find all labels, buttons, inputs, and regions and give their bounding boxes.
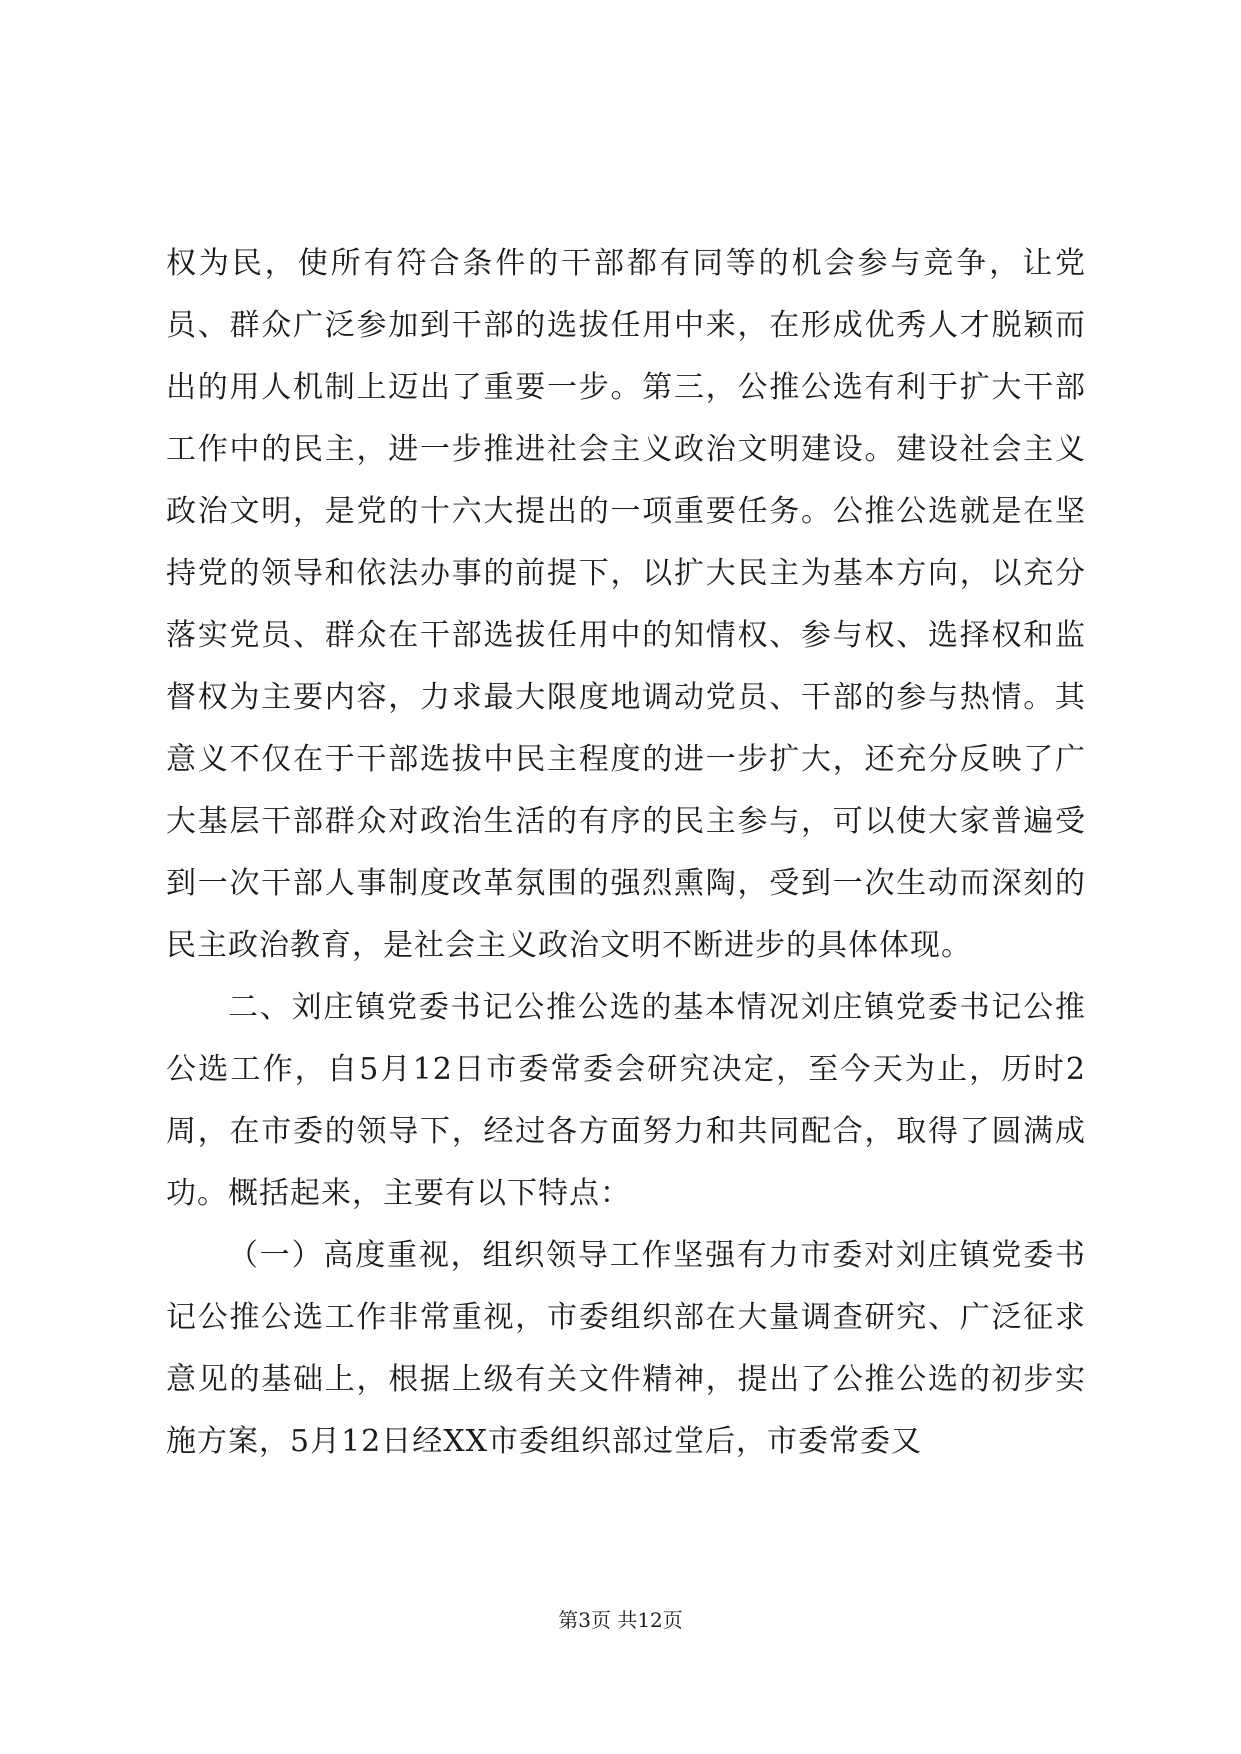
paragraph-section-two: 二、刘庄镇党委书记公推公选的基本情况刘庄镇党委书记公推公选工作，自5月12日市委常委会研究决定，至今天为止，历时2周，在市委的领导下，经过各方面努力和共同配合，取得了圆满成功。概括起来，主要有以下特点：: [166, 990, 1086, 1211]
document-body: [166, 233, 1086, 1473]
paragraph-subsection-one: （一）高度重视，组织领导工作坚强有力市委对刘庄镇党委书记公推公选工作非常重视，市委组织部在大量调查研究、广泛征求意见的基础上，根据上级有关文件精神，提出了公推公选的初步实施方案，5月12日经XX市委组织部过堂后，市委常委又: [166, 1238, 1086, 1459]
page-footer: 第3页 共12页: [558, 1608, 683, 1632]
paragraph-continuation: 权为民，使所有符合条件的干部都有同等的机会参与竞争，让党员、群众广泛参加到干部的选拔任用中来，在形成优秀人才脱颖而出的用人机制上迈出了重要一步。第三，公推公选有利于扩大干部工作中的民主，进一步推进社会主义政治文明建设。建设社会主义政治文明，是党的十六大提出的一项重要任务。公推公选就是在坚持党的领导和依法办事的前提下，以扩大民主为基本方向，以充分落实党员、群众在干部选拔任用中的知情权、参与权、选择权和监督权为主要内容，力求最大限度地调动党员、干部的参与热情。其意义不仅在于干部选拔中民主程度的进一步扩大，还充分反映了广大基层干部群众对政治生活的有序的民主参与，可以使大家普遍受到一次干部人事制度改革氛围的强烈熏陶，受到一次生动而深刻的民主政治教育，是社会主义政治文明不断进步的具体体现。: [166, 246, 1086, 963]
